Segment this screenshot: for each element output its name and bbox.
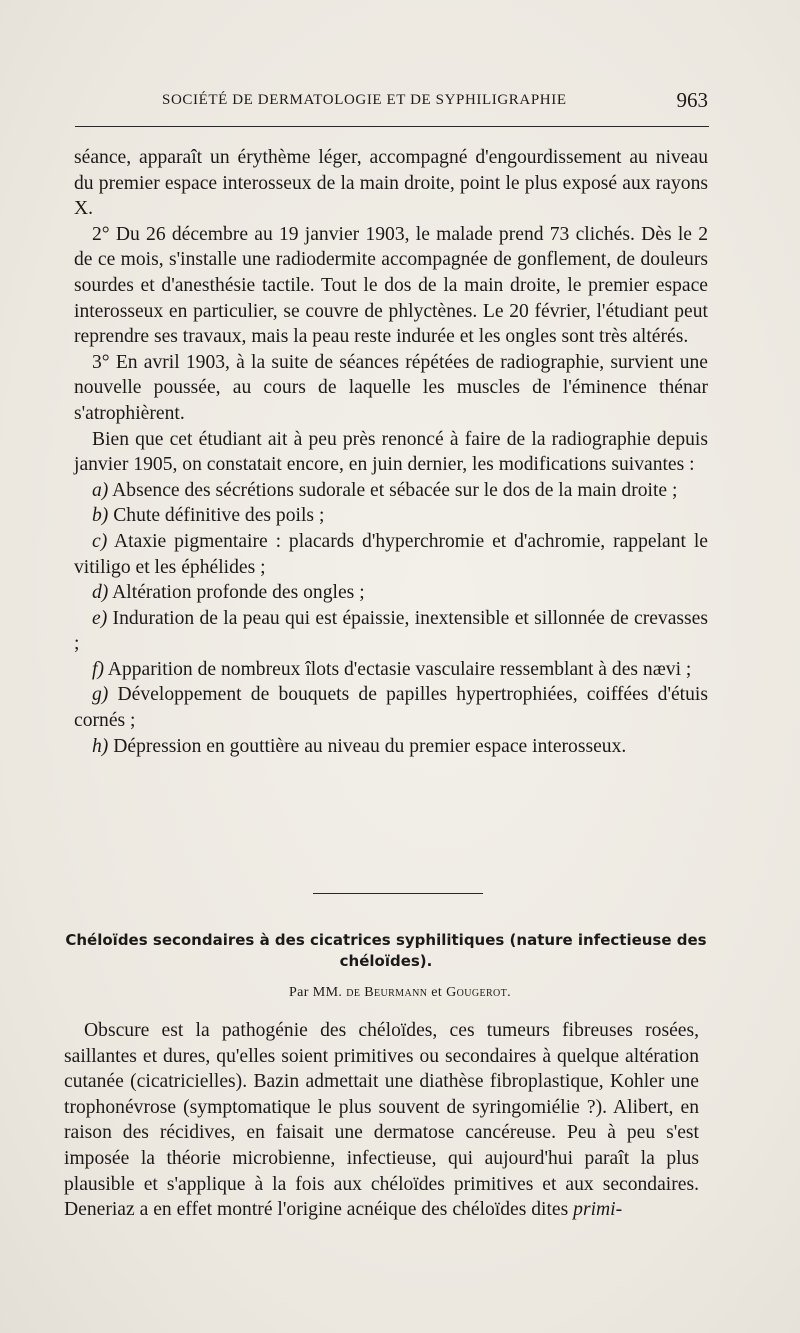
- section-title: Chéloïdes secondaires à des cicatrices syphilitiques (nature infectieuse des chéloïdes).: [65, 931, 707, 970]
- item-label: b): [92, 505, 109, 527]
- authors-line: [0, 985, 800, 1001]
- paragraph: [64, 1018, 699, 1223]
- item-label: h): [92, 735, 109, 757]
- list-item: [74, 580, 708, 606]
- item-text: Développement de bouquets de papilles hypertrophiées, coiffées d'étuis cornés ;: [74, 684, 708, 732]
- item-label: c): [92, 530, 108, 552]
- section-divider: [313, 893, 483, 894]
- paragraph: Bien que cet étudiant ait à peu près renoncé à faire de la radiographie depuis janvier 1905, on constatait encore, en juin dernier, les modifications suivantes :: [74, 428, 708, 476]
- list-item: [74, 657, 708, 683]
- author-name: Gougerot.: [446, 985, 512, 1000]
- list-item: [74, 682, 708, 733]
- paragraph-text: Obscure est la pathogénie des chéloïdes, ces tumeurs fibreuses rosées, saillantes et dures, qu'elles soient primitives ou secondaires à quelque altération cutanée (cicatricielles). Bazin admettait une diathèse fibroplastique, Kohler une trophonévrose (symptomatique le plus souvent de syringomiélie ?). Alibert, en raison des récidives, en faisait une dermatose cancéreuse. Peu à peu s'est imposée la théorie microbienne, infectieuse, qui aujourd'hui paraît la plus plausible et s'applique à la fois aux chéloïdes primitives et aux secondaires. Deneriaz a en effet montré l'origine acnéique des chéloïdes dites: [64, 1020, 699, 1221]
- item-label: a): [92, 479, 109, 501]
- list-item: [74, 734, 708, 760]
- italic-word: primi-: [573, 1199, 623, 1221]
- page-header: [162, 88, 708, 118]
- list-item: [74, 606, 708, 657]
- case-report-text: [74, 145, 708, 759]
- authors-conjunction: et: [431, 985, 443, 1000]
- authors-prefix: Par MM.: [288, 985, 343, 1000]
- item-label: e): [92, 607, 108, 629]
- paragraph: 3° En avril 1903, à la suite de séances répétées de radiographie, survient une nouvelle poussée, au cours de laquelle les muscles de l'éminence thénar s'atrophièrent.: [74, 351, 708, 424]
- list-item: [74, 478, 708, 504]
- item-text: Absence des sécrétions sudorale et sébacée sur le dos de la main droite ;: [112, 479, 678, 501]
- author-name: de Beurmann: [346, 985, 428, 1000]
- item-text: Chute définitive des poils ;: [113, 505, 325, 527]
- item-label: d): [92, 582, 109, 604]
- list-item: [74, 503, 708, 529]
- running-title: SOCIÉTÉ DE DERMATOLOGIE ET DE SYPHILIGRAPHIE: [162, 92, 567, 108]
- item-label: g): [92, 684, 109, 706]
- header-rule: [75, 126, 709, 127]
- page-number: 963: [676, 88, 708, 112]
- item-text: Ataxie pigmentaire : placards d'hyperchromie et d'achromie, rappelant le vitiligo et les éphélides ;: [74, 530, 708, 578]
- item-label: f): [92, 658, 104, 680]
- article-text: [64, 1018, 699, 1223]
- paragraph: 2° Du 26 décembre au 19 janvier 1903, le malade prend 73 clichés. Dès le 2 de ce mois, s'installe une radiodermite accompagnée de gonflement, de douleurs sourdes et d'anesthésie tactile. Tout le dos de la main droite, le premier espace interosseux en particulier, se couvre de phlyctènes. Le 20 février, l'étudiant peut reprendre ses travaux, mais la peau reste indurée et les ongles sont très altérés.: [74, 223, 708, 348]
- paragraph: séance, apparaît un érythème léger, accompagné d'engourdissement au niveau du premier espace interosseux de la main droite, point le plus exposé aux rayons X.: [74, 147, 708, 220]
- item-text: Induration de la peau qui est épaissie, inextensible et sillonnée de crevasses ;: [74, 607, 708, 655]
- list-item: [74, 529, 708, 580]
- item-text: Altération profonde des ongles ;: [112, 582, 365, 604]
- item-text: Apparition de nombreux îlots d'ectasie vasculaire ressemblant à des nævi ;: [107, 658, 692, 680]
- item-text: Dépression en gouttière au niveau du premier espace interosseux.: [113, 735, 627, 757]
